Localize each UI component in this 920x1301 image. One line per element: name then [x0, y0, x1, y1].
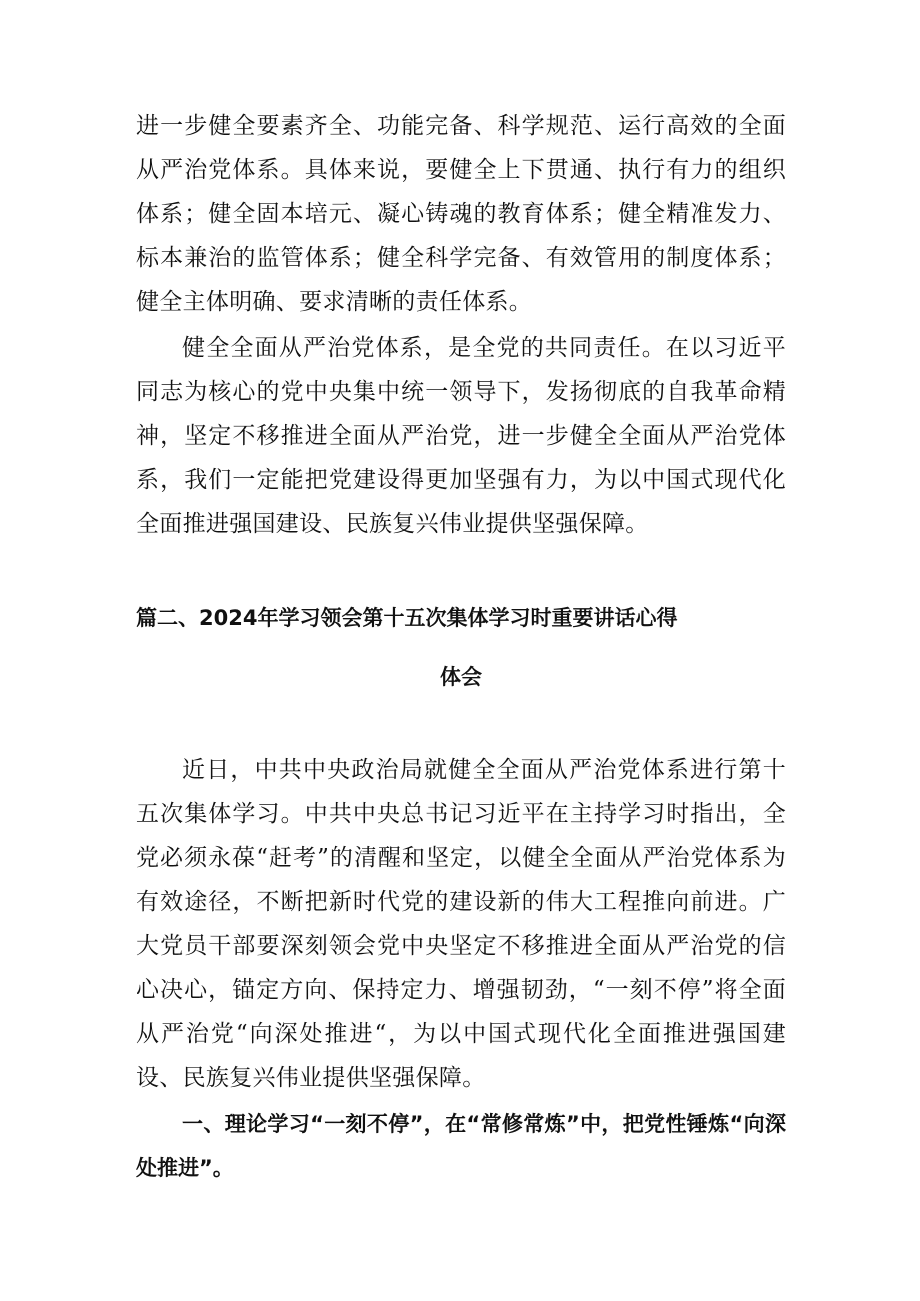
section-heading-continuation: 体会 [440, 665, 482, 689]
paragraph-intro: 进一步健全要素齐全、功能完备、科学规范、运行高效的全面从严治党体系。具体来说，要健全上下贯通、执行有力的组织体系；健全固本培元、凝心铸魂的教育体系；健全精准发力、标本兼治的监管体系；健全科学完备、有效管用的制度体系；健全主体明确、要求清晰的责任体系。 [136, 113, 786, 315]
paragraph-responsibility: 健全全面从严治党体系，是全党的共同责任。在以习近平同志为核心的党中央集中统一领导下，发扬彻底的自我革命精神，坚定不移推进全面从严治党，进一步健全全面从严治党体系，我们一定能把党建设得更加坚强有力，为以中国式现代化全面推进强国建设、民族复兴伟业提供坚强保障。 [136, 335, 786, 537]
subheading-theory-study: 一、理论学习“一刻不停”，在“常修常炼”中，把党性锤炼“向深处推进”。 [136, 1112, 786, 1180]
paragraph-study-session: 近日，中共中央政治局就健全全面从严治党体系进行第十五次集体学习。中共中央总书记习近平在主持学习时指出，全党必须永葆“赶考”的清醒和坚定，以健全全面从严治党体系为有效途径，不断把新时代党的建设新的伟大工程推向前进。广大党员干部要深刻领会党中央坚定不移推进全面从严治党的信心决心，锚定方向、保持定力、增强韧劲，“一刻不停”将全面从严治党“向深处推进“，为以中国式现代化全面推进强国建设、民族复兴伟业提供坚强保障。 [136, 757, 786, 1091]
section-heading: 篇二、2024年学习领会第十五次集体学习时重要讲话心得 [136, 606, 678, 630]
